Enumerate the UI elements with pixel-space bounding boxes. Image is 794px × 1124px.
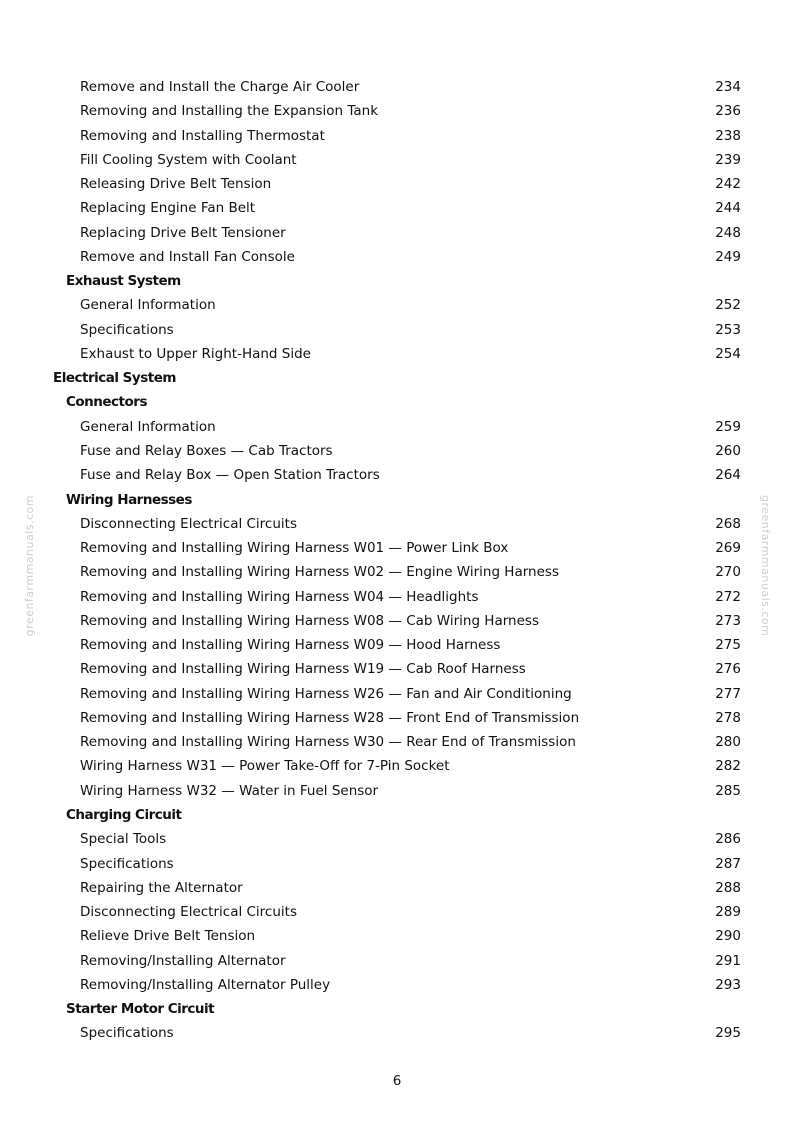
toc-page-number: 264: [715, 467, 741, 484]
toc-entry-title: Wiring Harnesses: [66, 491, 192, 508]
toc-entry[interactable]: [0, 293, 794, 317]
toc-section-heading: [0, 269, 794, 293]
toc-entry[interactable]: [0, 973, 794, 997]
watermark-left: greenfarmmanuals.com: [23, 495, 36, 637]
toc-entry[interactable]: [0, 439, 794, 463]
toc-page-number: 260: [715, 442, 741, 459]
toc-entry-title: Specifications: [80, 321, 174, 338]
toc-page-number: 249: [715, 248, 741, 265]
toc-entry-title: Removing and Installing Wiring Harness W02 — Engine Wiring Harness: [80, 564, 559, 581]
toc-page-number: 295: [715, 1025, 741, 1042]
toc-entry[interactable]: [0, 900, 794, 924]
toc-entry[interactable]: [0, 609, 794, 633]
toc-entry[interactable]: [0, 682, 794, 706]
toc-entry-title: Removing and Installing Wiring Harness W04 — Headlights: [80, 588, 479, 605]
table-of-contents: [0, 75, 794, 1046]
toc-entry[interactable]: [0, 99, 794, 123]
toc-entry-title: Starter Motor Circuit: [66, 1001, 215, 1018]
toc-page-number: 272: [715, 588, 741, 605]
toc-entry[interactable]: [0, 779, 794, 803]
toc-entry[interactable]: [0, 318, 794, 342]
toc-entry-title: Replacing Drive Belt Tensioner: [80, 224, 286, 241]
toc-entry[interactable]: [0, 536, 794, 560]
toc-entry[interactable]: [0, 852, 794, 876]
toc-entry-title: Removing and Installing Wiring Harness W09 — Hood Harness: [80, 637, 501, 654]
toc-entry-title: Removing/Installing Alternator: [80, 952, 286, 969]
toc-entry-title: Removing and Installing Wiring Harness W08 — Cab Wiring Harness: [80, 612, 539, 629]
toc-page-number: 254: [715, 345, 741, 362]
toc-entry-title: Removing and Installing Thermostat: [80, 127, 325, 144]
toc-entry-title: Electrical System: [53, 370, 176, 387]
toc-entry-title: General Information: [80, 297, 216, 314]
page-number: 6: [392, 1073, 402, 1089]
toc-page-number: 239: [715, 151, 741, 168]
toc-entry[interactable]: [0, 827, 794, 851]
toc-entry-title: Disconnecting Electrical Circuits: [80, 904, 297, 921]
toc-entry-title: Removing and Installing Wiring Harness W30 — Rear End of Transmission: [80, 734, 576, 751]
toc-entry-title: Remove and Install Fan Console: [80, 248, 295, 265]
toc-page-number: 238: [715, 127, 741, 144]
toc-entry-title: Replacing Engine Fan Belt: [80, 200, 256, 217]
toc-entry[interactable]: [0, 949, 794, 973]
toc-entry-title: Removing and Installing Wiring Harness W26 — Fan and Air Conditioning: [80, 685, 572, 702]
toc-entry-title: Relieve Drive Belt Tension: [80, 928, 256, 945]
toc-entry-title: Fill Cooling System with Coolant: [80, 151, 297, 168]
toc-page-number: 280: [715, 734, 741, 751]
watermark-right: greenfarmmanuals.com: [759, 495, 772, 637]
toc-page-number: 259: [715, 418, 741, 435]
toc-entry[interactable]: [0, 245, 794, 269]
toc-entry[interactable]: [0, 585, 794, 609]
toc-entry[interactable]: [0, 415, 794, 439]
toc-entry[interactable]: [0, 342, 794, 366]
toc-section-heading: [0, 366, 794, 390]
toc-entry-title: Repairing the Alternator: [80, 879, 243, 896]
toc-entry[interactable]: [0, 730, 794, 754]
toc-page-number: 269: [715, 540, 741, 557]
toc-section-heading: [0, 390, 794, 414]
toc-entry-title: Charging Circuit: [66, 806, 182, 823]
toc-entry-title: Removing and Installing Wiring Harness W01 — Power Link Box: [80, 540, 509, 557]
toc-entry-title: Removing/Installing Alternator Pulley: [80, 976, 331, 993]
toc-page-number: 273: [715, 612, 741, 629]
toc-page-number: 290: [715, 928, 741, 945]
toc-entry-title: Fuse and Relay Box — Open Station Tractors: [80, 467, 380, 484]
toc-entry[interactable]: [0, 657, 794, 681]
toc-entry[interactable]: [0, 463, 794, 487]
toc-page-number: 276: [715, 661, 741, 678]
toc-entry-title: General Information: [80, 418, 216, 435]
toc-page-number: 288: [715, 879, 741, 896]
toc-entry-title: Disconnecting Electrical Circuits: [80, 515, 297, 532]
toc-page-number: 270: [715, 564, 741, 581]
toc-entry-title: Exhaust to Upper Right-Hand Side: [80, 345, 311, 362]
toc-entry-title: Specifications: [80, 1025, 174, 1042]
toc-page-number: 282: [715, 758, 741, 775]
toc-page-number: 293: [715, 976, 741, 993]
toc-entry[interactable]: [0, 706, 794, 730]
toc-section-heading: [0, 803, 794, 827]
toc-entry-title: Special Tools: [80, 831, 167, 848]
toc-entry[interactable]: [0, 172, 794, 196]
toc-entry[interactable]: [0, 124, 794, 148]
toc-page-number: 268: [715, 515, 741, 532]
toc-page-number: 242: [715, 176, 741, 193]
toc-section-heading: [0, 488, 794, 512]
toc-page-number: 286: [715, 831, 741, 848]
toc-entry[interactable]: [0, 633, 794, 657]
toc-page-number: 277: [715, 685, 741, 702]
toc-page-number: 285: [715, 782, 741, 799]
toc-page-number: 252: [715, 297, 741, 314]
toc-entry[interactable]: [0, 221, 794, 245]
toc-entry[interactable]: [0, 1021, 794, 1045]
toc-entry-title: Removing and Installing Wiring Harness W28 — Front End of Transmission: [80, 709, 580, 726]
toc-entry-title: Removing and Installing the Expansion Tank: [80, 103, 379, 120]
toc-entry-title: Specifications: [80, 855, 174, 872]
toc-page-number: 234: [715, 79, 741, 95]
toc-entry[interactable]: [0, 876, 794, 900]
toc-entry-title: Wiring Harness W31 — Power Take-Off for 7-Pin Socket: [80, 758, 450, 775]
toc-entry-title: Releasing Drive Belt Tension: [80, 176, 272, 193]
toc-page-number: 287: [715, 855, 741, 872]
toc-entry[interactable]: [0, 924, 794, 948]
toc-entry-title: Removing and Installing Wiring Harness W19 — Cab Roof Harness: [80, 661, 526, 678]
toc-page-number: 278: [715, 709, 741, 726]
toc-page-number: 236: [715, 103, 741, 120]
toc-page-number: 253: [715, 321, 741, 338]
toc-page-number: 244: [715, 200, 741, 217]
toc-page-number: 248: [715, 224, 741, 241]
toc-entry-title: Connectors: [66, 394, 147, 411]
toc-entry[interactable]: [0, 148, 794, 172]
toc-entry-title: Exhaust System: [66, 273, 181, 290]
toc-entry-title: Fuse and Relay Boxes — Cab Tractors: [80, 442, 333, 459]
toc-entry[interactable]: [0, 560, 794, 584]
toc-entry-title: Remove and Install the Charge Air Cooler: [80, 79, 360, 95]
toc-entry[interactable]: [0, 75, 794, 99]
toc-entry[interactable]: [0, 754, 794, 778]
toc-page-number: 291: [715, 952, 741, 969]
toc-page-number: 289: [715, 904, 741, 921]
toc-page-number: 275: [715, 637, 741, 654]
toc-entry-title: Wiring Harness W32 — Water in Fuel Sensor: [80, 782, 379, 799]
toc-section-heading: [0, 997, 794, 1021]
toc-entry[interactable]: [0, 196, 794, 220]
toc-entry[interactable]: [0, 512, 794, 536]
